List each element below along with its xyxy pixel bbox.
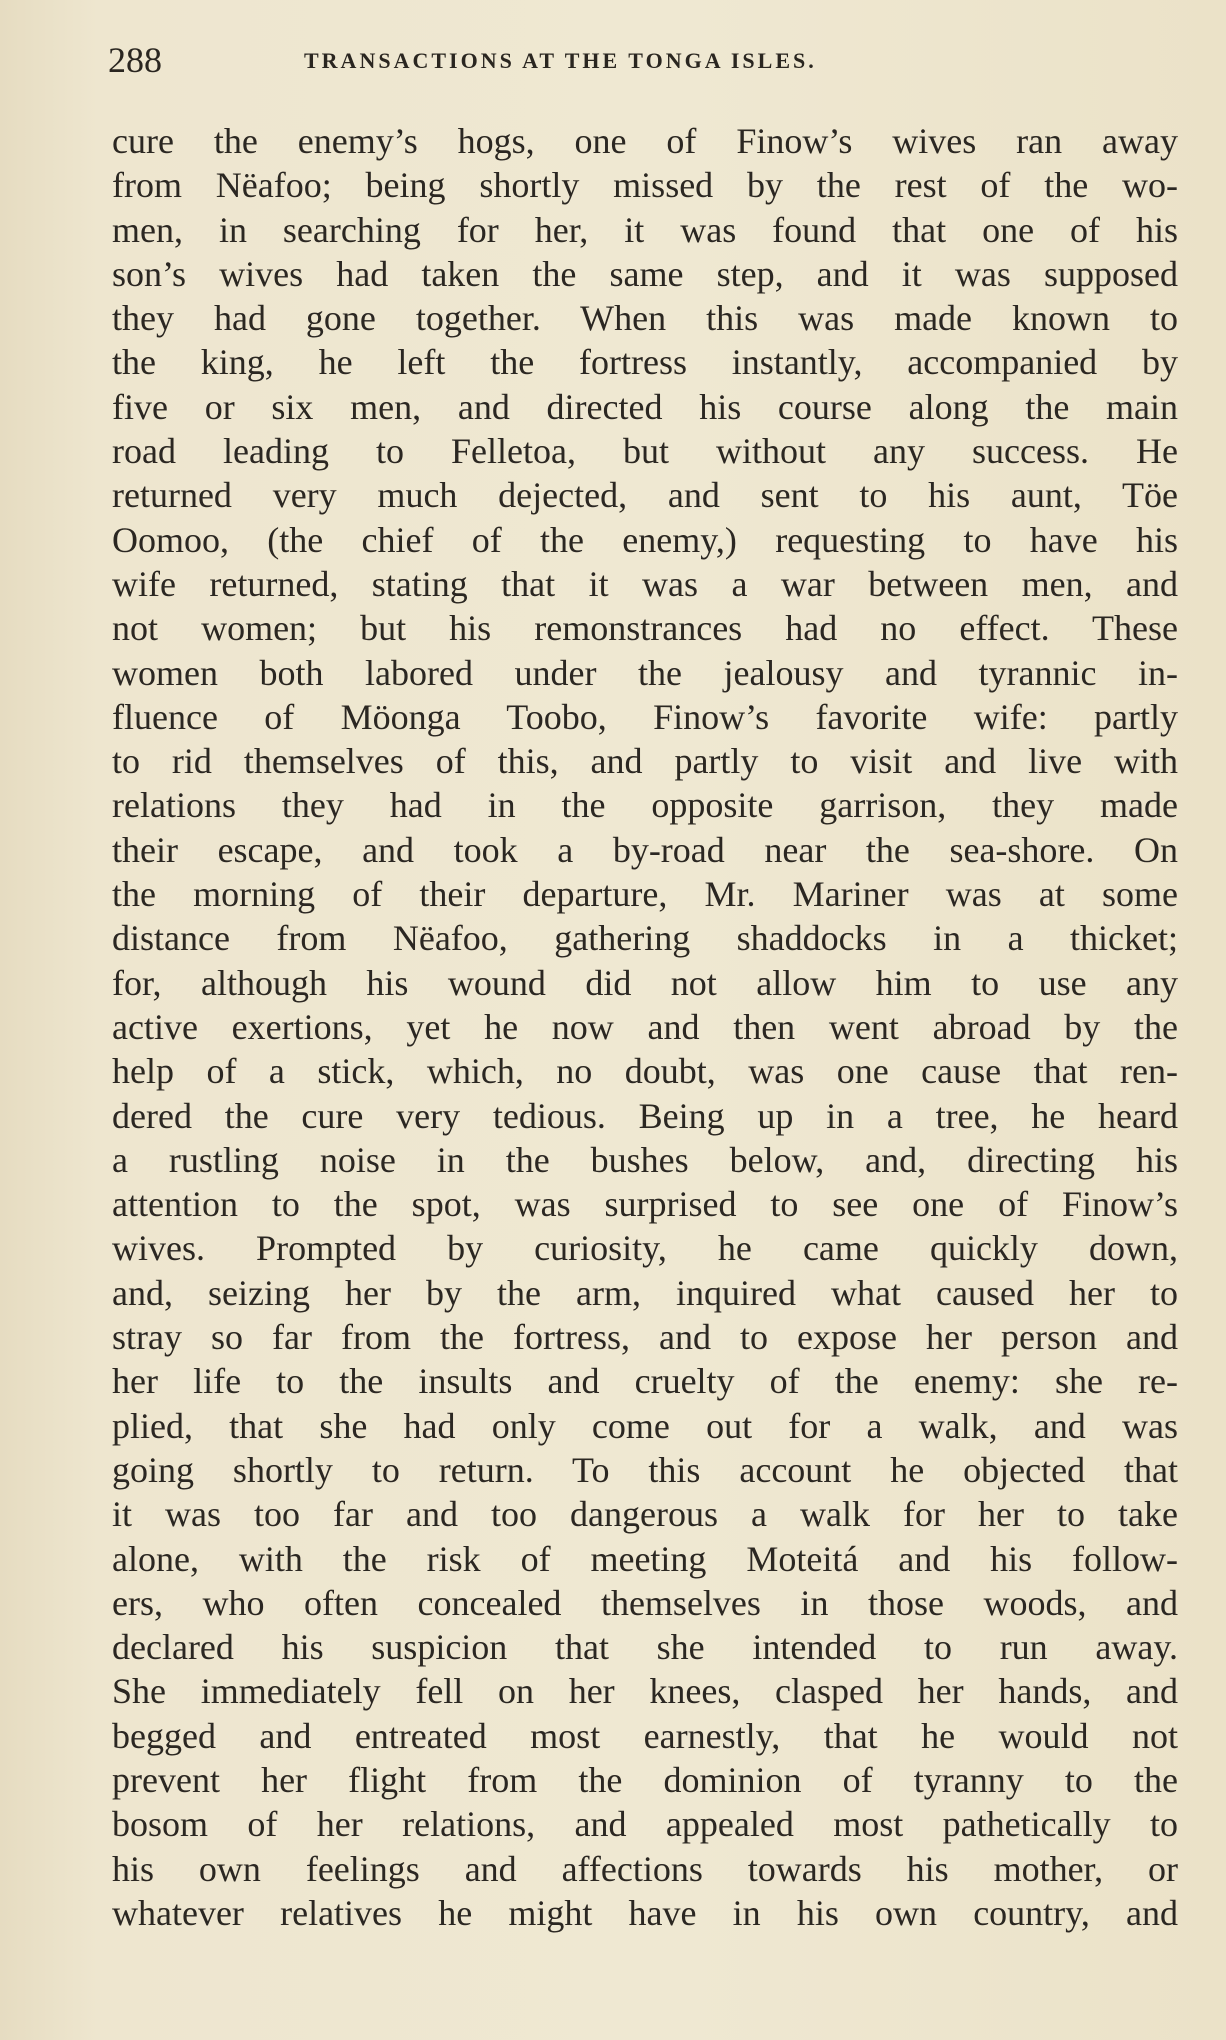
text-line: She immediately fell on her knees, clasped her hands, and xyxy=(112,1671,1178,1712)
text-line: plied, that she had only come out for a walk, and was xyxy=(112,1405,1178,1446)
text-line: bosom of her relations, and appealed most pathetically to xyxy=(112,1804,1178,1845)
text-line: the morning of their departure, Mr. Mariner was at some xyxy=(112,874,1178,915)
text-line: and, seizing her by the arm, inquired what caused her to xyxy=(112,1272,1178,1313)
text-line: women both labored under the jealousy and tyrannic in- xyxy=(112,652,1178,693)
text-line: for, although his wound did not allow him to use any xyxy=(112,962,1178,1003)
text-line: it was too far and too dangerous a walk for her to take xyxy=(112,1494,1178,1535)
text-line: dered the cure very tedious. Being up in a tree, he heard xyxy=(112,1095,1178,1136)
text-line: distance from Nëafoo, gathering shaddocks in a thicket; xyxy=(112,918,1178,959)
text-line: to rid themselves of this, and partly to visit and live with xyxy=(112,741,1178,782)
text-line: a rustling noise in the bushes below, and, directing his xyxy=(112,1139,1178,1180)
text-line: attention to the spot, was surprised to see one of Finow’s xyxy=(112,1184,1178,1225)
text-line: his own feelings and affections towards his mother, or xyxy=(112,1848,1178,1889)
text-line: cure the enemy’s hogs, one of Finow’s wives ran away xyxy=(112,121,1178,161)
body-text xyxy=(112,119,1178,1935)
text-line: they had gone together. When this was made known to xyxy=(112,298,1178,339)
text-line: help of a stick, which, no doubt, was one cause that ren- xyxy=(112,1051,1178,1092)
text-line: active exertions, yet he now and then went abroad by the xyxy=(112,1006,1178,1047)
text-line: wives. Prompted by curiosity, he came quickly down, xyxy=(112,1228,1178,1269)
text-line: from Nëafoo; being shortly missed by the rest of the wo- xyxy=(112,165,1178,206)
text-line: whatever relatives he might have in his own country, and xyxy=(112,1892,1178,1933)
text-line: going shortly to return. To this account he objected that xyxy=(112,1449,1178,1490)
text-line: fluence of Möonga Toobo, Finow’s favorite wife: partly xyxy=(112,696,1178,737)
page-number: 288 xyxy=(108,40,162,80)
text-line: Oomoo, (the chief of the enemy,) requesting to have his xyxy=(112,519,1178,560)
text-line: ers, who often concealed themselves in those woods, and xyxy=(112,1582,1178,1623)
text-line: the king, he left the fortress instantly, accompanied by xyxy=(112,342,1178,383)
text-line: declared his suspicion that she intended to run away. xyxy=(112,1627,1178,1668)
text-line: men, in searching for her, it was found that one of his xyxy=(112,209,1178,250)
text-line: her life to the insults and cruelty of the enemy: she re- xyxy=(112,1361,1178,1402)
text-line: five or six men, and directed his course along the main xyxy=(112,386,1178,427)
text-line: son’s wives had taken the same step, and it was supposed xyxy=(112,253,1178,294)
text-line: road leading to Felletoa, but without any success. He xyxy=(112,431,1178,472)
text-line: not women; but his remonstrances had no effect. These xyxy=(112,608,1178,649)
text-line: their escape, and took a by-road near the sea-shore. On xyxy=(112,829,1178,870)
text-line: relations they had in the opposite garrison, they made xyxy=(112,785,1178,826)
text-line: prevent her flight from the dominion of tyranny to the xyxy=(112,1759,1178,1800)
text-line: returned very much dejected, and sent to his aunt, Töe xyxy=(112,475,1178,516)
running-title: TRANSACTIONS AT THE TONGA ISLES. xyxy=(304,48,817,73)
text-line: begged and entreated most earnestly, that he would not xyxy=(112,1715,1178,1756)
text-line: wife returned, stating that it was a war between men, and xyxy=(112,563,1178,604)
running-head xyxy=(108,40,1188,80)
text-line: alone, with the risk of meeting Moteitá and his follow- xyxy=(112,1538,1178,1579)
text-line: stray so far from the fortress, and to expose her person and xyxy=(112,1317,1178,1358)
